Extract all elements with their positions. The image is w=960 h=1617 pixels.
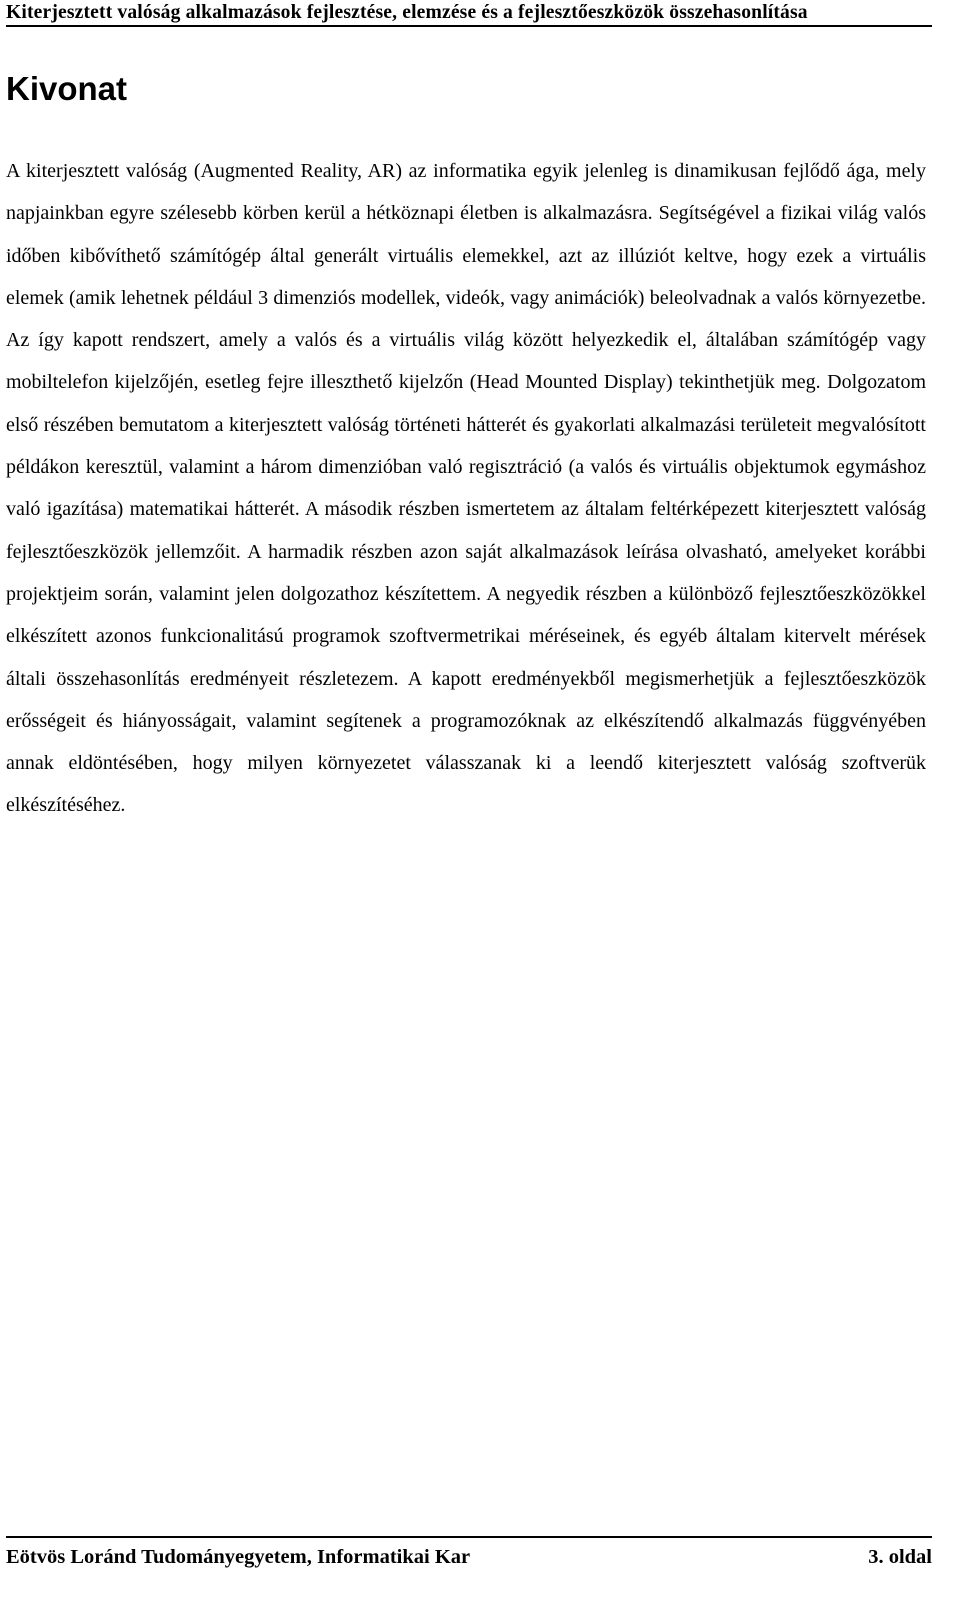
page-number: 3. oldal (868, 1546, 932, 1568)
page-header (6, 0, 932, 27)
abstract-paragraph: A kiterjesztett valóság (Augmented Reality, AR) az informatika egyik jelenleg is dinamikusan fejlődő ága, mely napjainkban egyre szélesebb körben kerül a hétköznapi életben is alkalmazásra. Segítségével a fizikai világ valós időben kibővíthető számítógép által generált virtuális elemekkel, azt az illúziót keltve, hogy ezek a virtuális elemek (amik lehetnek például 3 dimenziós modellek, videók, vagy animációk) beleolvadnak a valós környezetbe. Az így kapott rendszert, amely a valós és a virtuális világ között helyezkedik el, általában számítógép vagy mobiltelefon kijelzőjén, esetleg fejre illeszthető kijelzőn (Head Mounted Display) tekinthetjük meg. Dolgozatom első részében bemutatom a kiterjesztett valóság történeti hátterét és gyakorlati alkalmazási területeit megvalósított példákon keresztül, valamint a három dimenzióban való regisztráció (a valós és virtuális objektumok egymáshoz való igazítása) matematikai hátterét. A második részben ismertetem az általam feltérképezett kiterjesztett valóság fejlesztőeszközök jellemzőit. A harmadik részben azon saját alkalmazások leírása olvasható, amelyeket korábbi projektjeim során, valamint jelen dolgozathoz készítettem. A negyedik részben a különböző fejlesztőeszközökkel elkészített azonos funkcionalitású programok szoftvermetrikai méréseinek, és egyéb általam kitervelt mérések általi összehasonlítás eredményeit részletezem. A kapott eredményekből megismerhetjük a fejlesztőeszközök erősségeit és hiányosságait, valamint segítenek a programozóknak az elkészítendő alkalmazás függvényében annak eldöntésében, hogy milyen környezetet válasszanak ki a leendő kiterjesztett valóság szoftverük elkészítéséhez. (6, 160, 926, 817)
section-heading: Kivonat (6, 70, 128, 107)
page-footer (6, 1536, 932, 1576)
running-header-title: Kiterjesztett valóság alkalmazások fejlesztése, elemzése és a fejlesztőeszközök összehasonlítása (6, 2, 808, 23)
footer-institution: Eötvös Loránd Tudományegyetem, Informatikai Kar (6, 1546, 471, 1568)
